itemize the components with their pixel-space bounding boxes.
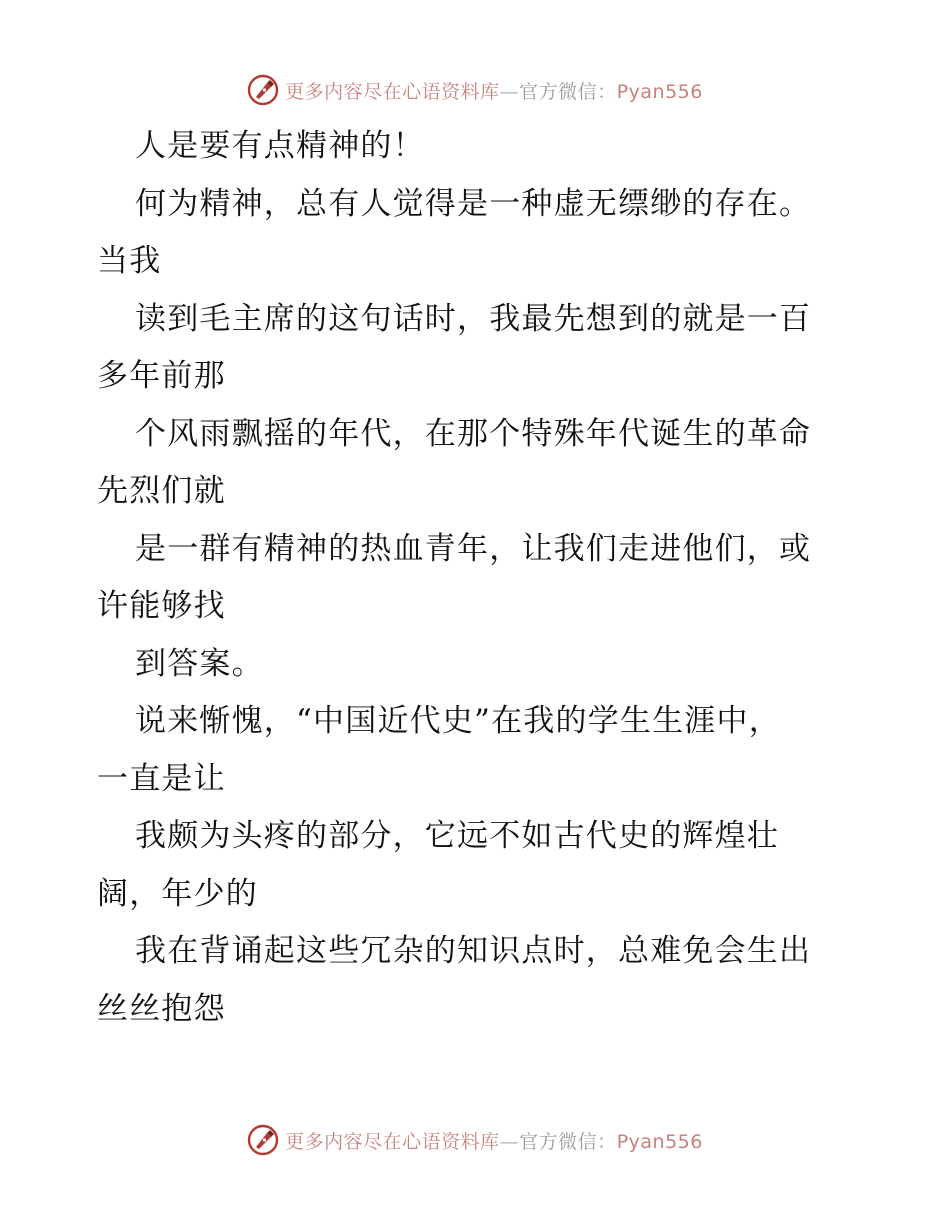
document-body <box>97 118 857 1038</box>
header-banner-dash: — <box>499 80 520 103</box>
pen-nib-logo-icon <box>247 74 279 106</box>
header-banner-text <box>285 77 703 104</box>
footer-banner-title: 更多内容尽在心语资料库 <box>285 1130 500 1153</box>
page-header-banner <box>0 72 950 108</box>
text-line: 个风雨飘摇的年代，在那个特殊年代诞生的革命 <box>135 415 812 452</box>
text-line: 说来惭愧，“中国近代史”在我的学生生涯中， <box>135 703 781 739</box>
text-line: 我颇为头疼的部分，它远不如古代史的辉煌壮 <box>135 818 779 854</box>
footer-banner-dash: — <box>499 1130 520 1153</box>
text-line: 许能够找 <box>97 588 226 624</box>
text-line: 阔，年少的 <box>97 875 258 912</box>
text-line: 当我 <box>97 243 162 279</box>
text-line: 我在背诵起这些冗杂的知识点时，总难免会生出 <box>135 933 812 969</box>
footer-wechat-id: Pyan556 <box>616 1130 703 1153</box>
footer-banner-text <box>285 1127 703 1154</box>
text-line: 是一群有精神的热血青年，让我们走进他们，或 <box>135 530 812 567</box>
text-line: 到答案。 <box>135 645 264 682</box>
text-line: 先烈们就 <box>97 473 226 509</box>
page-footer-banner <box>0 1122 950 1158</box>
header-wechat-id: Pyan556 <box>616 80 703 103</box>
text-line: 人是要有点精神的！ <box>135 128 425 164</box>
pen-nib-logo-icon <box>247 1124 279 1156</box>
text-line: 读到毛主席的这句话时，我最先想到的就是一百 <box>135 300 812 337</box>
text-line: 多年前那 <box>97 358 226 394</box>
header-banner-title: 更多内容尽在心语资料库 <box>285 80 500 103</box>
header-wechat-label: 官方微信： <box>519 80 617 103</box>
text-line: 一直是让 <box>97 760 226 797</box>
text-line: 何为精神，总有人觉得是一种虚无缥缈的存在。 <box>135 185 812 222</box>
text-line: 丝丝抱怨 <box>97 990 226 1027</box>
footer-wechat-label: 官方微信： <box>519 1130 617 1153</box>
